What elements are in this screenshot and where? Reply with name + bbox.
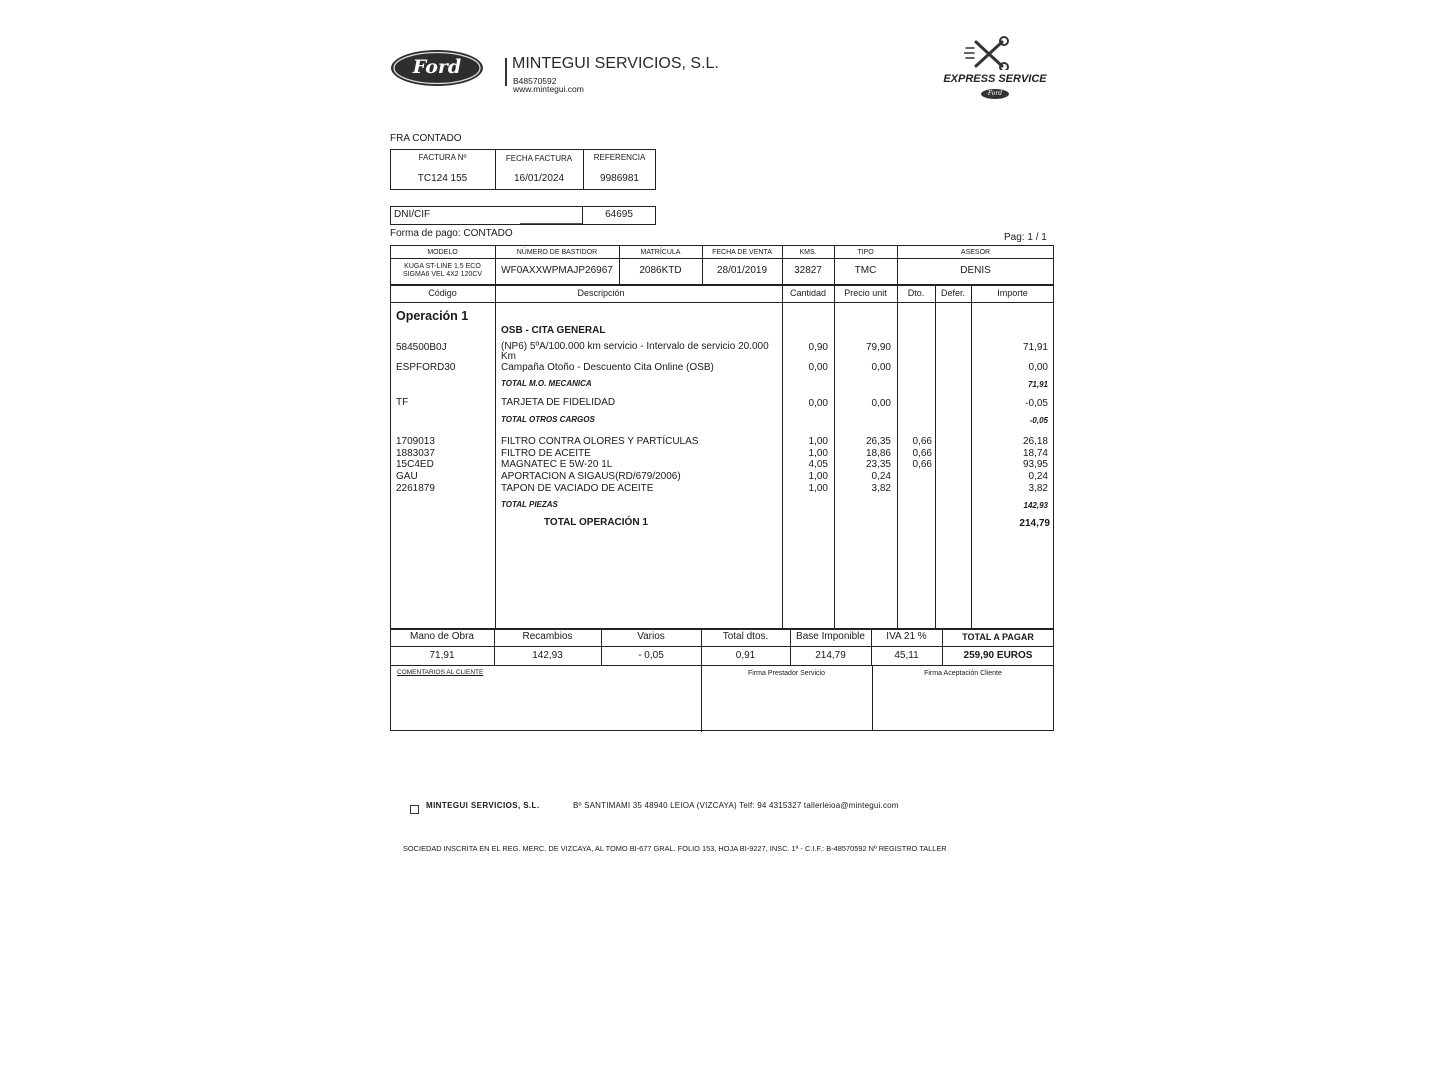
line-desc: Campaña Otoño - Descuento Cita Online (OSB) <box>501 362 714 373</box>
total-iva-label: IVA 21 % <box>886 631 927 642</box>
total-base-value: 214,79 <box>815 650 846 661</box>
line-amount: 0,24 <box>1028 471 1048 482</box>
total-mano-obra-value: 71,91 <box>429 650 455 661</box>
total-pagar-label: TOTAL A PAGAR <box>962 632 1034 642</box>
vh-matricula: MATRÍCULA <box>640 249 681 256</box>
ford-logo-text: Ford <box>412 56 462 78</box>
subtotal-amount: 71,91 <box>1027 380 1048 389</box>
line-desc: TARJETA DE FIDELIDAD <box>501 397 616 408</box>
line-qty: 4,05 <box>808 459 828 470</box>
footer-company: MINTEGUI SERVICIOS, S.L. <box>426 801 540 810</box>
footer-checkbox <box>410 805 419 814</box>
factura-number: TC124 155 <box>417 173 468 184</box>
line-dto: 0,66 <box>912 459 932 470</box>
line-price: 0,24 <box>871 471 891 482</box>
col-importe: Importe <box>997 288 1028 298</box>
col-dto: Dto. <box>907 288 925 298</box>
fecha-header: FECHA FACTURA <box>505 154 573 163</box>
vh-asesor: ASESOR <box>960 249 991 256</box>
line-desc-cont: Km <box>501 351 516 362</box>
vehicle-fecha-venta: 28/01/2019 <box>716 265 768 276</box>
line-desc: MAGNATEC E 5W-20 1L <box>501 459 613 470</box>
vehicle-asesor: DENIS <box>960 265 991 276</box>
subtotal-label: TOTAL M.O. MECANICA <box>501 379 592 388</box>
line-price: 0,00 <box>871 362 891 373</box>
operation-total-amount: 214,79 <box>1019 518 1050 529</box>
total-pagar-value: 259,90 EUROS <box>963 650 1033 661</box>
operation-total-label: TOTAL OPERACIÓN 1 <box>544 517 648 528</box>
line-price: 18,86 <box>865 448 891 459</box>
provider-signature-label: Firma Prestador Servicio <box>747 670 826 677</box>
line-amount: 26,18 <box>1022 436 1048 447</box>
line-code: 1709013 <box>396 436 435 447</box>
col-precio: Precio unit <box>844 288 887 298</box>
total-dtos-value: 0,91 <box>735 650 756 661</box>
col-codigo: Código <box>428 288 457 298</box>
factura-header: FACTURA Nº <box>418 153 467 162</box>
line-qty: 0,90 <box>808 342 828 353</box>
items-table <box>390 285 1054 629</box>
subtotal-label: TOTAL PIEZAS <box>501 500 558 509</box>
line-qty: 1,00 <box>808 436 828 447</box>
payment-method: Forma de pago: CONTADO <box>390 228 513 239</box>
operation-group-title: OSB - CITA GENERAL <box>501 325 606 336</box>
line-price: 26,35 <box>865 436 891 447</box>
line-code: GAU <box>396 471 418 482</box>
line-amount: 93,95 <box>1022 459 1048 470</box>
line-qty: 0,00 <box>808 398 828 409</box>
vehicle-modelo-1: KUGA ST-LINE 1.5 ECO <box>404 263 481 270</box>
line-qty: 0,00 <box>808 362 828 373</box>
total-varios-value: - 0,05 <box>638 650 664 661</box>
line-code: 1883037 <box>396 448 435 459</box>
line-amount: 18,74 <box>1022 448 1048 459</box>
express-ford-badge-text: Ford <box>987 90 1003 97</box>
line-qty: 1,00 <box>808 448 828 459</box>
express-service-logo <box>940 36 1050 102</box>
line-qty: 1,00 <box>808 471 828 482</box>
client-signature-label: Firma Aceptación Cliente <box>924 670 1002 677</box>
vh-bastidor: NÚMERO DE BASTIDOR <box>516 249 598 256</box>
total-iva-value: 45,11 <box>894 650 919 661</box>
wrench-icon <box>964 36 1014 70</box>
line-dto: 0,66 <box>912 436 932 447</box>
total-mano-obra-label: Mano de Obra <box>410 631 474 642</box>
factura-referencia: 9986981 <box>600 173 639 184</box>
company-web: www.mintegui.com <box>513 84 584 94</box>
vh-modelo: MODELO <box>427 249 458 256</box>
vehicle-modelo-2: SIGMA6 VEL 4X2 120CV <box>402 271 483 278</box>
vehicle-bastidor: WF0AXXWPMAJP26967 <box>501 265 613 276</box>
factura-date: 16/01/2024 <box>513 173 565 184</box>
line-amount: -0,05 <box>1025 398 1048 409</box>
company-cif: B48570592 <box>513 76 557 86</box>
total-base-label: Base Imponible <box>796 631 865 642</box>
vh-fecha-venta: FECHA DE VENTA <box>712 249 772 256</box>
line-dto: 0,66 <box>912 448 932 459</box>
line-amount: 3,82 <box>1028 483 1048 494</box>
line-code: ESPFORD30 <box>396 362 456 373</box>
line-code: 15C4ED <box>396 459 434 470</box>
express-service-text: EXPRESS SERVICE <box>943 73 1047 85</box>
subtotal-amount: -0,05 <box>1029 416 1048 425</box>
line-desc: FILTRO CONTRA OLORES Y PARTÍCULAS <box>501 436 699 447</box>
footer-registry: SOCIEDAD INSCRITA EN EL REG. MERC. DE VIZCAYA, AL TOMO BI-677 GRAL. FOLIO 153, HOJA BI-9227, INSC. 1ª - C.I.F.: B-48570592 Nº REGISTRO TALLER <box>403 844 947 853</box>
line-code: 2261879 <box>396 483 435 494</box>
line-code: TF <box>396 397 409 408</box>
dni-value: 64695 <box>605 209 633 220</box>
total-dtos-label: Total dtos. <box>722 631 769 642</box>
vehicle-kms: 32827 <box>794 265 822 276</box>
total-recambios-label: Recambios <box>522 631 573 642</box>
company-name: MINTEGUI SERVICIOS, S.L. <box>512 55 719 72</box>
total-recambios-value: 142,93 <box>532 650 563 661</box>
invoice-type: FRA CONTADO <box>390 133 462 144</box>
line-desc: APORTACION A SIGAUS(RD/679/2006) <box>501 471 681 482</box>
line-price: 79,90 <box>865 342 891 353</box>
operation-title: Operación 1 <box>396 309 469 323</box>
subtotal-label: TOTAL OTROS CARGOS <box>501 415 595 424</box>
col-descripcion: Descripción <box>577 288 625 298</box>
line-price: 3,82 <box>871 483 891 494</box>
line-price: 23,35 <box>865 459 891 470</box>
line-code: 584500B0J <box>396 342 447 353</box>
line-amount: 0,00 <box>1028 362 1048 373</box>
dni-label: DNI/CIF <box>394 209 431 220</box>
line-qty: 1,00 <box>808 483 828 494</box>
vehicle-tipo: TMC <box>854 265 877 276</box>
header-divider <box>505 58 507 86</box>
referencia-header: REFERENCIA <box>593 153 646 162</box>
page-number: Pag: 1 / 1 <box>1004 232 1047 243</box>
footer-address: Bº SANTIMAMI 35 48940 LEIOA (VIZCAYA) Telf: 94 4315327 tallerleioa@mintegui.com <box>573 801 899 810</box>
subtotal-amount: 142,93 <box>1023 501 1048 510</box>
vh-kms: KMS. <box>799 249 817 256</box>
col-cantidad: Cantidad <box>789 288 827 298</box>
vehicle-matricula: 2086KTD <box>639 265 682 276</box>
col-defer: Defer. <box>940 288 965 298</box>
total-varios-label: Varios <box>637 631 665 642</box>
line-desc: (NP6) 5ºA/100.000 km servicio - Intervalo de servicio 20.000 <box>501 341 769 352</box>
vh-tipo: TIPO <box>857 249 874 256</box>
line-desc: TAPON DE VACIADO DE ACEITE <box>501 483 654 494</box>
comments-label: COMENTARIOS AL CLIENTE <box>397 669 484 676</box>
line-amount: 71,91 <box>1022 342 1048 353</box>
line-price: 0,00 <box>871 398 891 409</box>
ford-logo <box>390 49 484 87</box>
line-desc: FILTRO DE ACEITE <box>501 448 591 459</box>
